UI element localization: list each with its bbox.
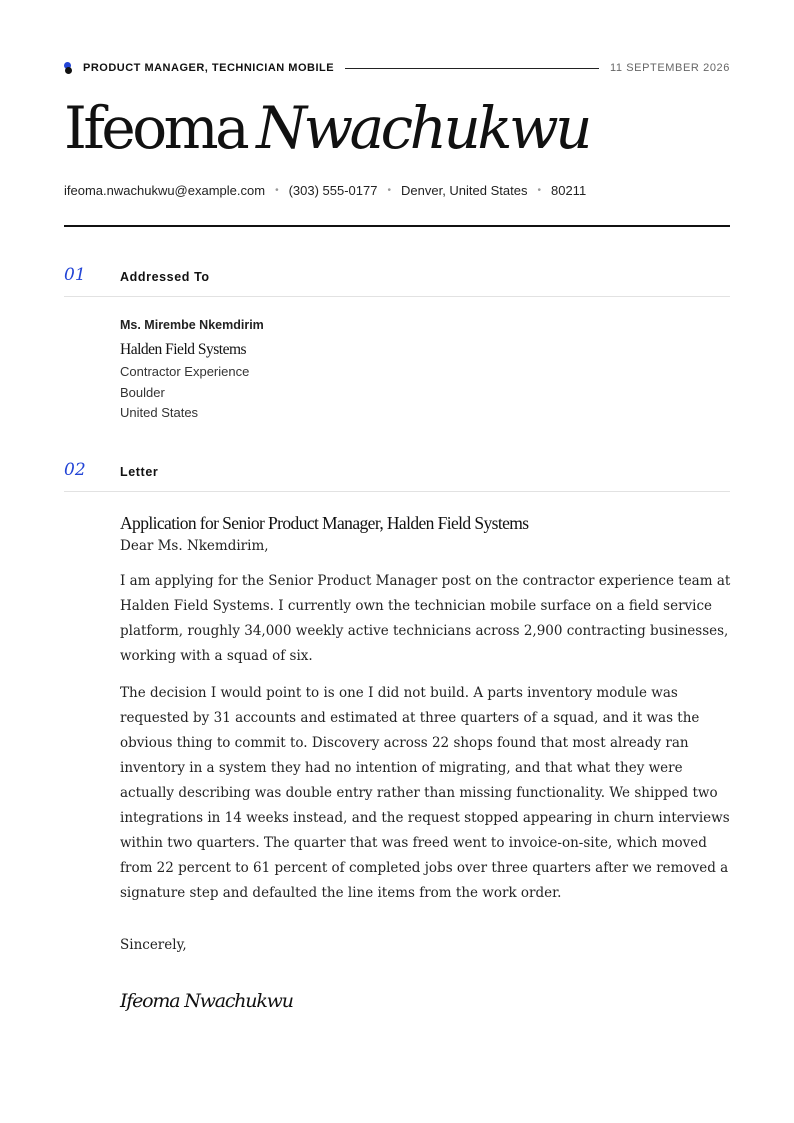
separator-dot: •: [537, 185, 541, 196]
role-title: PRODUCT MANAGER, TECHNICIAN MOBILE: [83, 62, 335, 74]
recipient-block: [120, 316, 264, 424]
header-divider: [64, 225, 730, 227]
contact-phone[interactable]: (303) 555-0177: [288, 183, 378, 198]
letter-subject: Application for Senior Product Manager, Halden Field Systems: [120, 513, 529, 533]
recipient-city: Boulder: [120, 384, 165, 400]
contact-email[interactable]: ifeoma.nwachukwu@example.com: [64, 183, 266, 198]
recipient-name: Ms. Mirembe Nkemdirim: [120, 318, 264, 332]
black-dot-icon: [65, 67, 72, 74]
letter-salutation: Dear Ms. Nkemdirim,: [120, 538, 269, 554]
section-number: 01: [64, 265, 86, 285]
header-rule: [345, 68, 599, 69]
recipient-company: Halden Field Systems: [120, 341, 247, 358]
letter-body: [120, 511, 732, 1014]
contact-location: Denver, United States: [401, 183, 528, 198]
section-title-addressed-to: Addressed To: [120, 270, 210, 284]
section-number: 02: [64, 460, 86, 480]
first-name: Ifeoma: [64, 94, 247, 162]
contact-postal: 80211: [550, 183, 587, 198]
letter-closing: Sincerely,: [120, 937, 187, 953]
letter-paragraph: I am applying for the Senior Product Manager post on the contractor experience team at Halden Field Systems. I currently own the technician mobile surface on a field service platform, roughly 34,000 weekly active technicians across 2,900 contracting businesses, working with a squad of six.: [120, 573, 731, 664]
section-divider: [64, 296, 730, 297]
header-topline: [64, 60, 730, 76]
section-title-letter: Letter: [120, 465, 159, 479]
separator-dot: •: [387, 185, 391, 196]
recipient-country: United States: [120, 405, 199, 420]
letter-paragraph: The decision I would point to is one I did not build. A parts inventory module was requested by 31 accounts and estimated at three quarters of a squad, and it was the obvious thing to commit to. Discovery across 22 shops found that most already ran inventory in a system they had no intention of migrating, and that what they were actually describing was double entry rather than missing functionality. We shipped two integrations in 14 weeks instead, and the request stopped appearing in churn interviews within two quarters. The quarter that was freed went to invoice-on-site, which moved from 22 percent to 61 percent of completed jobs over three quarters after we removed a signature step and defaulted the line items from the work order.: [120, 685, 730, 901]
separator-dot: •: [275, 185, 279, 196]
letter-date: 11 SEPTEMBER 2026: [609, 62, 730, 74]
contact-line: [64, 183, 586, 198]
section-divider: [64, 491, 730, 492]
recipient-department: Contractor Experience: [120, 364, 250, 379]
brand-dots-icon: [64, 61, 73, 75]
applicant-name: [64, 92, 589, 164]
last-name: Nwachukwu: [256, 94, 590, 162]
signature: Ifeoma Nwachukwu: [120, 990, 293, 1012]
